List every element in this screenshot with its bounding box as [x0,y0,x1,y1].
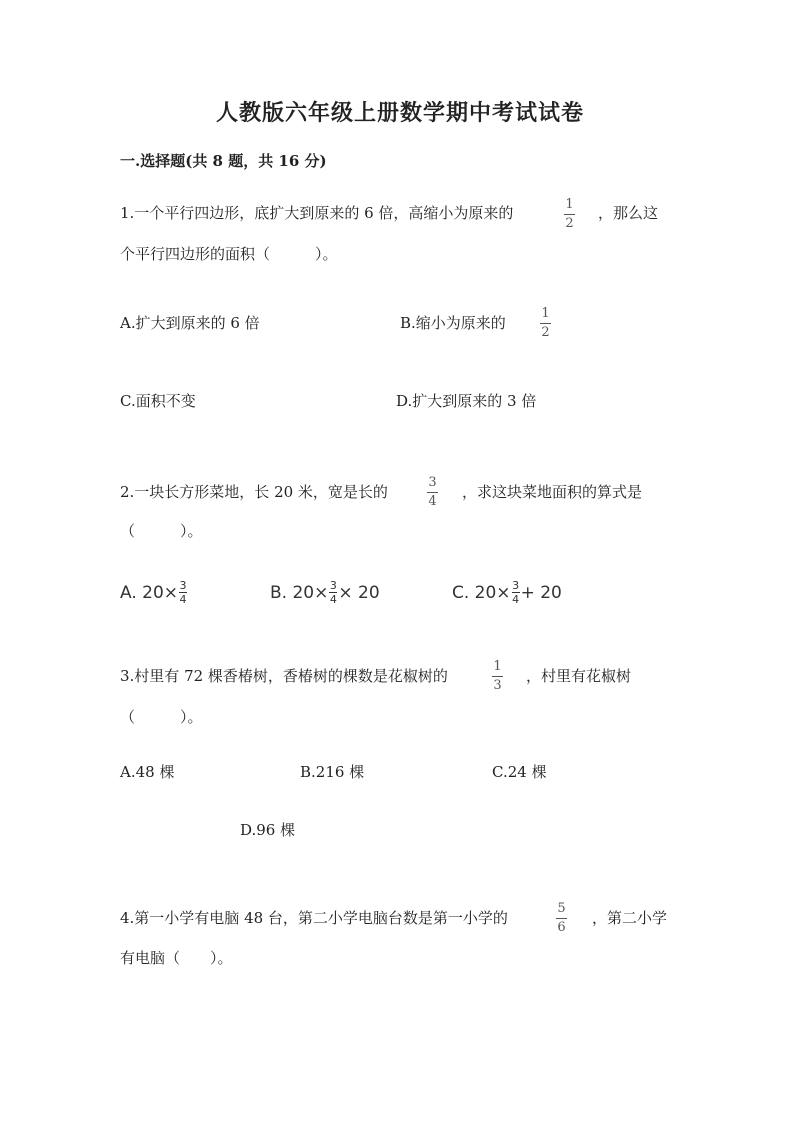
option-1a[interactable]: A.扩大到原来的 6 倍 [120,314,260,332]
option-1c[interactable]: C.面积不变 [120,392,196,410]
option-2c[interactable] [452,580,562,605]
question-3-text-line2: （ ）。 [120,708,203,726]
fraction-denominator: 4 [512,593,520,606]
fraction-bar [427,492,438,493]
fraction-numerator: 1 [541,306,550,321]
option-2b-fraction [329,580,337,605]
question-4-text-tail: ，第二小学 [592,909,668,927]
fraction-numerator: 3 [428,475,437,490]
option-2a-prefix: A. 20× [120,582,179,603]
section-heading: 一.选择题(共 8 题，共 16 分) [120,152,327,170]
fraction-denominator: 3 [493,678,502,693]
fraction-numerator: 1 [493,659,502,674]
question-4-text: 4.第一小学有电脑 48 台，第二小学电脑台数是第一小学的 [120,909,508,927]
question-1-text: 1.一个平行四边形，底扩大到原来的 6 倍，高缩小为原来的 [120,204,514,222]
fraction-numerator: 3 [179,579,187,592]
fraction-denominator: 2 [565,216,574,231]
fraction-numerator: 5 [557,901,566,916]
fraction-numerator: 1 [565,197,574,212]
fraction-numerator: 3 [512,579,520,592]
option-2c-prefix: C. 20× [452,582,511,603]
option-1b[interactable]: B.缩小为原来的 [400,314,506,332]
option-2b[interactable] [270,580,380,605]
fraction-numerator: 3 [329,579,337,592]
fraction-bar [556,918,567,919]
option-3c[interactable]: C.24 棵 [492,763,547,781]
option-2b-prefix: B. 20× [270,582,329,603]
option-3b[interactable]: B.216 棵 [300,763,365,781]
question-3-text: 3.村里有 72 棵香椿树，香椿树的棵数是花椒树的 [120,667,448,685]
option-2a[interactable] [120,580,188,605]
question-4-text-line2: 有电脑（ ）。 [120,949,233,967]
option-2a-fraction [179,580,187,605]
question-4-fraction [556,902,567,935]
option-3d[interactable]: D.96 棵 [240,821,296,839]
option-3a[interactable]: A.48 棵 [120,763,175,781]
option-2b-suffix: × 20 [338,582,380,603]
fraction-denominator: 6 [557,920,566,935]
option-2c-suffix: + 20 [520,582,562,603]
question-1-fraction [564,198,575,231]
question-2-text: 2.一块长方形菜地，长 20 米，宽是长的 [120,483,388,501]
question-1-text-tail: ，那么这 [598,204,659,222]
question-2-text-tail: ，求这块菜地面积的算式是 [462,483,643,501]
question-3-fraction [492,660,503,693]
question-2-fraction [427,476,438,509]
question-2-text-line2: （ ）。 [120,522,203,540]
fraction-bar [564,214,575,215]
option-1b-fraction [540,307,551,340]
fraction-bar [540,323,551,324]
fraction-denominator: 4 [329,593,337,606]
option-1d[interactable]: D.扩大到原来的 3 倍 [396,392,537,410]
page-title: 人教版六年级上册数学期中考试试卷 [215,100,584,126]
option-2c-fraction [512,580,520,605]
question-1-text-line2: 个平行四边形的面积（ ）。 [120,245,338,263]
question-3-text-tail: ，村里有花椒树 [526,667,632,685]
fraction-denominator: 4 [428,494,437,509]
fraction-bar [492,676,503,677]
fraction-denominator: 4 [179,593,187,606]
fraction-denominator: 2 [541,325,550,340]
